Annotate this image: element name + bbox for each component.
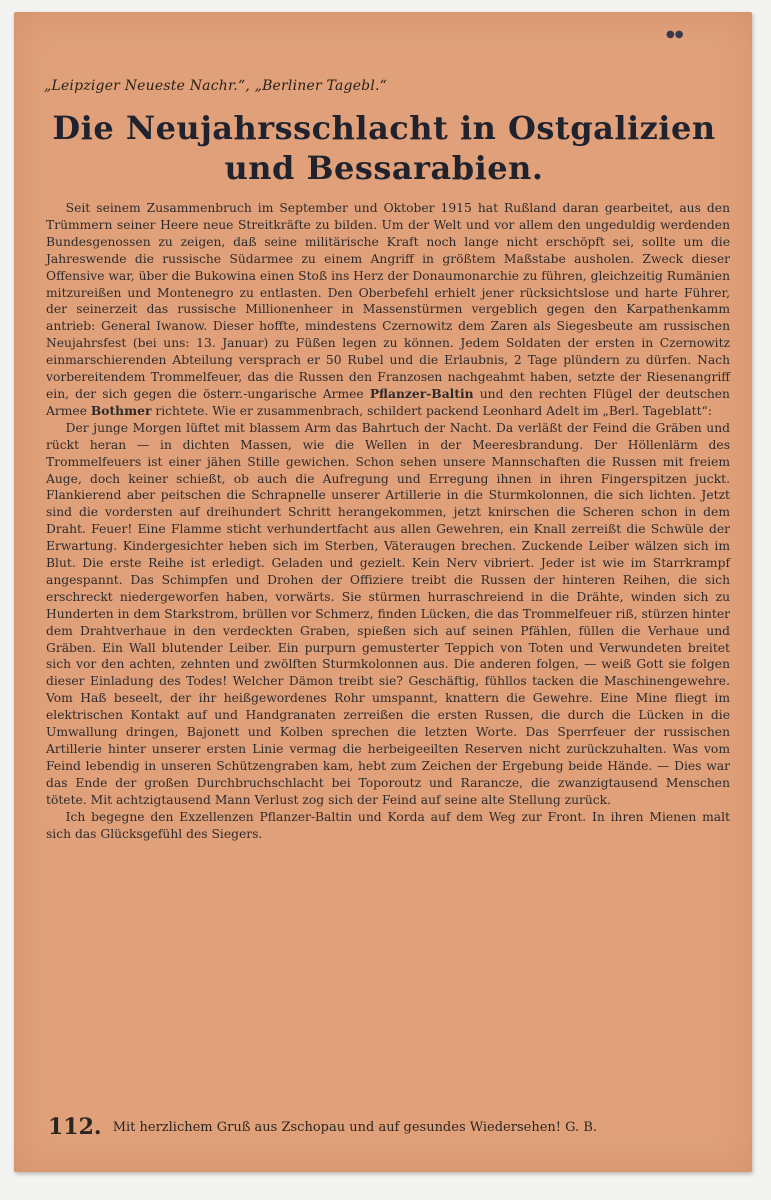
name-bothmer: Bothmer — [90, 402, 152, 418]
newspaper-source: „Leipziger Neueste Nachr.“, „Berliner Tagebl.“ — [44, 78, 388, 94]
paragraph-intro — [46, 200, 730, 420]
title-line-1: Die Neujahrsschlacht in Ostgalizien — [52, 109, 716, 147]
title-line-2: und Bessarabien. — [224, 149, 544, 187]
card-number: 112. — [48, 1114, 102, 1140]
paragraph-closing: Ich begegne den Exzellenzen Pflanzer-Baltin und Korda auf dem Weg zur Front. In ihren Mienen malt sich das Glücksgefühl des Siegers. — [46, 809, 730, 841]
intro-text-b: und den rechten Flügel der deutschen Armee — [46, 386, 730, 418]
intro-text-c: richtete. Wie er zusammenbrach, schildert packend Leonhard Adelt im „Berl. Tageblatt“: — [155, 403, 712, 418]
article-title — [34, 108, 734, 188]
paragraph-battle-report: Der junge Morgen lüftet mit blassem Arm das Bahrtuch der Nacht. Da verläßt der Feind die Gräben und rückt heran — in dichten Massen, wie die Wellen in der Meeresbrandung. Der Höllenlärm des Trommelfeuers ist einer jähen Stille gewichen. Schon sehen unsere Mannschaften die Russen mit freiem Auge, doch keiner schießt, ob auch die Aufregung und Erregung ihnen in ihren Fingerspitzen juckt. Flankierend aber peitschen die Schrapnelle unserer Artillerie in die Sturmkolonnen, die sich lichten. Jetzt sind die vordersten auf dreihundert Schritt herangekommen, jetzt knirschen die Scheren schon in dem Draht. Feuer! Eine Flamme sticht verhundertfacht aus allen Gewehren, ein Knall zerreißt die Schwüle der Erwartung. Kindergesichter heben sich im Sterben, Väteraugen brechen. Zuckende Leiber wälzen sich im Blut. Die erste Reihe ist erledigt. Geladen und gezielt. Kein Nerv vibriert. Jeder ist wie im Starrkrampf angespannt. Das Schimpfen und Drohen der Offiziere treibt die Russen der hinteren Reihen, die sich erschreckt niedergeworfen haben, vorwärts. Sie stürmen hurraschreiend in die Drähte, winden sich zu Hunderten in dem Starkstrom, brüllen vor Schmerz, finden Lücken, die das Trommelfeuer riß, stürzen hinter dem Drahtverhaue in den verdeckten Graben, spießen sich auf seinen Pfählen, füllen die Verhaue und Gräben. Ein Wall blutender Leiber. Ein purpurn gemusterter Teppich von Toten und Verwundeten breitet sich vor den achten, zehnten und zwölften Sturmkolonnen aus. Die anderen folgen, — weiß Gott sie folgen dieser Einladung des Todes! Welcher Dämon treibt sie? Geschäftig, fühllos tacken die Maschinengewehre. Vom Haß beseelt, der ihr heißgewordenes Rohr umspannt, knattern die Gewehre. Eine Mine fliegt im elektrischen Kontakt auf und Handgranaten zerreißen die ersten Russen, die durch die Lücken in die Umwallung dringen, Bajonett und Kolben sprechen die letzten Worte. Das Sperrfeuer der russischen Artillerie hinter unserer ersten Linie vermag die herbeigeeilten Reserven nicht zurückzuhalten. Was vom Feind lebendig in unseren Schützengraben kam, hebt zum Zeichen der Ergebung beide Hände. — Dies war das Ende der großen Durchbruchschlacht bei Toporoutz und Rarancze, die zwanzigtausend Menschen tötete. Mit achtzigtausend Mann Verlust zog sich der Feind auf seine alte Stellung zurück. — [46, 420, 730, 807]
card-footer — [48, 1114, 738, 1140]
article-body — [46, 200, 730, 842]
handwritten-greeting: Mit herzlichem Gruß aus Zschopau und auf gesundes Wiedersehen! G. B. — [112, 1119, 598, 1135]
intro-text-a: Seit seinem Zusammenbruch im September und Oktober 1915 hat Rußland daran gearbeitet, aus den Trümmern seiner Heere neue Streitkräfte zu bilden. Um der Welt und vor allem den ungeduldig werdenden Bundesgenossen zu zeigen, daß seine militärische Kraft noch lange nicht erschöpft sei, sollte um die Jahreswende die russische Südarmee zu einem Angriff in größtem Maßstabe ausholen. Zweck dieser Offensive war, über die Bukowina einen Stoß ins Herz der Donaumonarchie zu führen, gleichzeitig Rumänien mitzureißen und Montenegro zu entlasten. Den Oberbefehl erhielt jener rücksichtslose und harte Führer, der seinerzeit das russische Millionenheer in Massenstürmen vergeblich gegen den Karpathenkamm antrieb: General Iwanow. Dieser hoffte, mindestens Czernowitz dem Zaren als Siegesbeute am russischen Neujahrsfest (bei uns: 13. Januar) zu Füßen legen zu können. Jedem Soldaten der ersten in Czernowitz einmarschierenden Abteilung versprach er 50 Rubel und die Erlaubnis, 2 Tage plündern zu dürfen. Nach vorbereitendem Trommelfeuer, das die Russen den Franzosen nachgeahmt haben, setzte der Riesenangriff ein, der sich gegen die österr.-ungarische Armee — [46, 201, 730, 401]
corner-wear-mark: ●● — [666, 29, 684, 40]
postcard — [14, 12, 752, 1172]
name-pflanzer-baltin: Pflanzer-Baltin — [369, 385, 474, 401]
